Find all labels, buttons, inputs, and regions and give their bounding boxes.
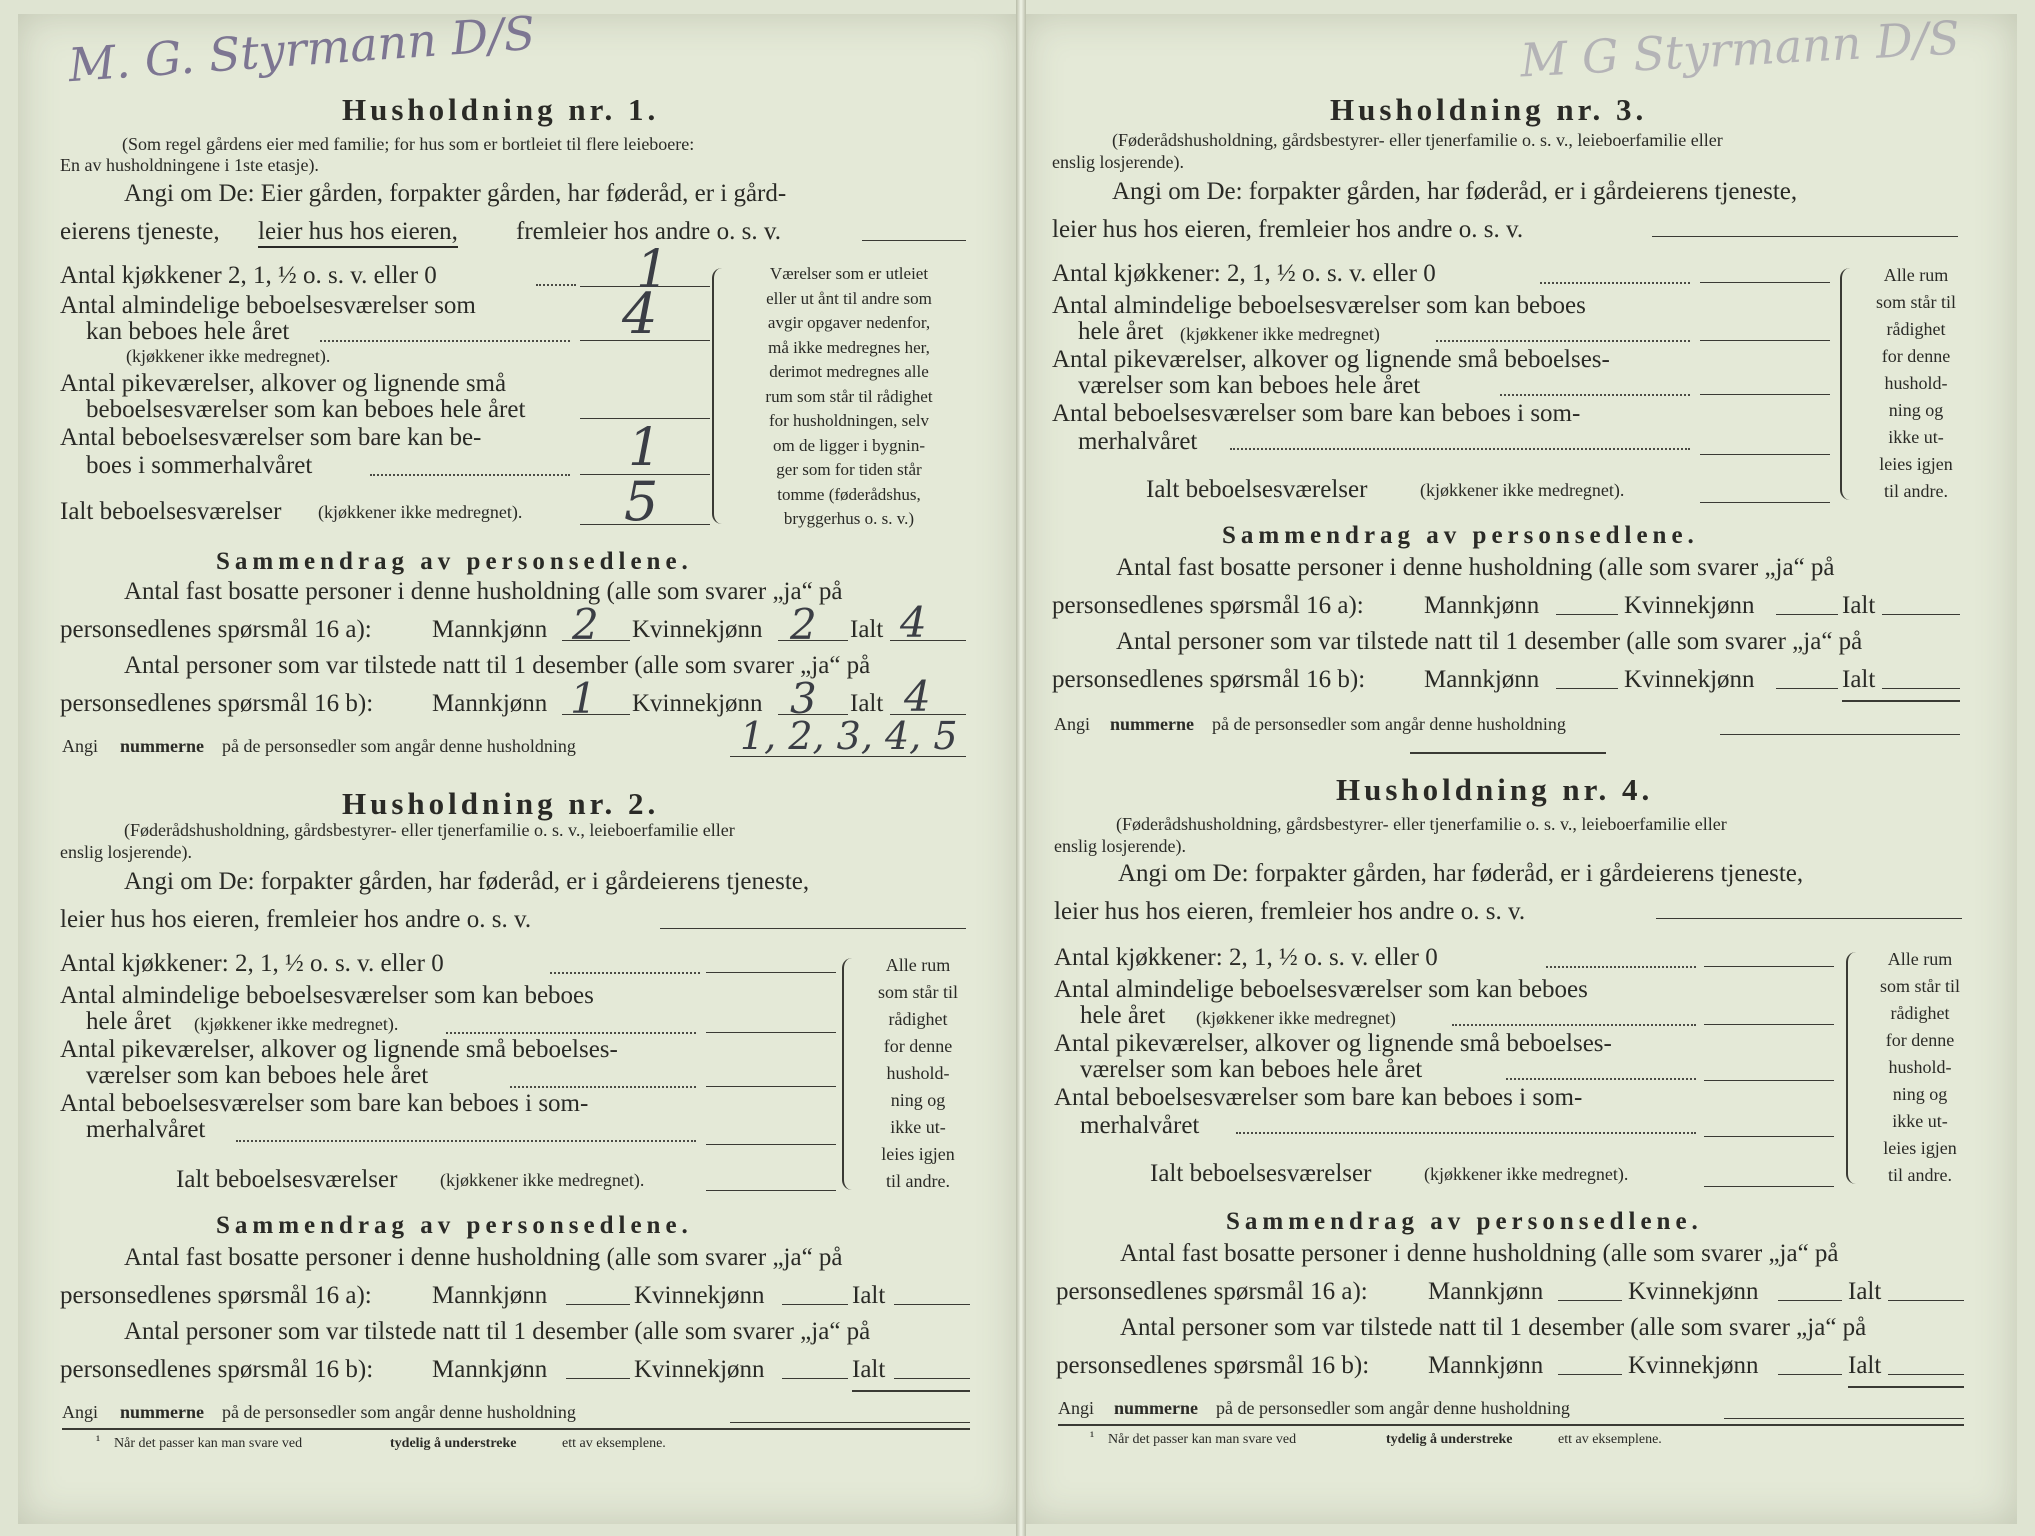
- household-2-side-note-line: leies igjen: [881, 1144, 955, 1164]
- household-3-side-note-line: ning og: [1888, 400, 1944, 420]
- household-4-ialt-note: (kjøkkener ikke medregnet).: [1424, 1164, 1629, 1184]
- household-4-brace: [1846, 952, 1860, 1184]
- household-1-angi-line1: Angi om De: Eier gården, forpakter gården, har føderåd, er i gård-: [124, 180, 787, 207]
- household-4-side-note-line: leies igjen: [1883, 1138, 1957, 1158]
- household-2-kjokken-fill: [706, 972, 836, 973]
- household-3-fast-kvinne-label: Kvinnekjønn: [1624, 592, 1755, 619]
- center-fold: [1016, 0, 1026, 1536]
- household-2-ialt-note: (kjøkkener ikke medregnet).: [440, 1170, 645, 1190]
- household-1-fast-mann-label: Mannkjønn: [432, 616, 548, 643]
- household-2-side-note-line: rådighet: [888, 1009, 948, 1029]
- household-2-tilst-rule: [852, 1390, 970, 1392]
- household-2-tilst-ialt-fill: [894, 1378, 970, 1379]
- household-3-side-note: [1856, 262, 1976, 505]
- household-4-alm-note: (kjøkkener ikke medregnet): [1196, 1008, 1396, 1028]
- household-2-summary-title: Sammendrag av personsedlene.: [216, 1212, 693, 1239]
- household-2-angi-nummer-b: nummerne: [120, 1402, 204, 1422]
- household-1-angi-option-leier: leier hus hos eieren,: [258, 218, 458, 248]
- household-3-tilst-mann-label: Mannkjønn: [1424, 666, 1540, 693]
- household-2-side-note-line: Alle rum: [885, 955, 951, 975]
- household-3-sommer-line1: Antal beboelsesværelser som bare kan beboes i som-: [1052, 400, 1581, 427]
- household-2-ialt-label: Ialt beboelsesværelser: [176, 1166, 398, 1193]
- household-4-angi-nummer-a: Angi: [1058, 1398, 1094, 1418]
- household-1-fast-ialt-label: Ialt: [850, 616, 884, 643]
- household-3-fast-line2: personsedlenes spørsmål 16 a):: [1052, 592, 1364, 619]
- household-3-summary-title: Sammendrag av personsedlene.: [1222, 522, 1699, 549]
- household-4-fast-ialt-fill: [1888, 1300, 1964, 1301]
- household-1-alm-dots: [320, 340, 570, 342]
- household-1-fast-kvinne-label: Kvinnekjønn: [632, 616, 763, 643]
- household-1-title: Husholdning nr. 1.: [342, 92, 660, 127]
- household-3-angi-nummer-b: nummerne: [1110, 714, 1194, 734]
- household-2-kjokken-label: Antal kjøkkener: 2, 1, ½ o. s. v. eller 0: [60, 950, 444, 977]
- household-1-side-note-line: derimot medregnes alle: [769, 362, 929, 381]
- household-1-pike-line2: beboelsesværelser som kan beboes hele året: [86, 396, 526, 423]
- household-4-angi-fill: [1656, 918, 1962, 919]
- household-1-alm-value: 4: [622, 282, 658, 347]
- household-4-title: Husholdning nr. 4.: [1336, 772, 1654, 807]
- household-4-intro-line1: (Føderådshusholdning, gårdsbestyrer- eller tjenerfamilie o. s. v., leieboerfamilie eller: [1116, 814, 1727, 834]
- household-3-tilst-kvinne-fill: [1776, 688, 1838, 689]
- household-4-sommer-fill: [1704, 1136, 1834, 1137]
- household-1-angi-line2a: eierens tjeneste,: [60, 218, 220, 245]
- household-3-alm-dots: [1436, 340, 1690, 342]
- household-2-side-note-line: ning og: [890, 1090, 946, 1110]
- household-2-tilst-mann-fill: [566, 1378, 630, 1379]
- household-1-side-note-line: må ikke medregnes her,: [768, 337, 930, 357]
- household-1-tilst-mann-value: 1: [570, 674, 597, 723]
- household-2-intro-line2: enslig losjerende).: [60, 842, 192, 862]
- household-2-side-note-line: til andre.: [886, 1171, 950, 1191]
- household-1-fast-ialt-value: 4: [900, 598, 927, 647]
- household-4-side-note-line: som står til: [1880, 976, 1960, 996]
- household-1-angi-line2c: fremleier hos andre o. s. v.: [516, 218, 781, 245]
- household-1-fast-mann-value: 2: [572, 600, 599, 649]
- household-3-intro-line2: enslig losjerende).: [1052, 152, 1184, 172]
- household-1-tilst-mann-label: Mannkjønn: [432, 690, 548, 717]
- household-2-kjokken-dots: [550, 972, 700, 974]
- household-1-side-note: [724, 262, 974, 532]
- household-4-sommer-line1: Antal beboelsesværelser som bare kan beboes i som-: [1054, 1084, 1583, 1111]
- household-3-kjokken-label: Antal kjøkkener: 2, 1, ½ o. s. v. eller 0: [1052, 260, 1436, 287]
- household-2-tilst-line1: Antal personer som var tilstede natt til 1 desember (alle som svarer „ja“ på: [124, 1318, 871, 1345]
- household-3-sommer-fill: [1700, 454, 1830, 455]
- household-1-tilst-line2: personsedlenes spørsmål 16 b):: [60, 690, 374, 717]
- household-2-alm-line2: hele året: [86, 1008, 172, 1035]
- household-2-footnote-c: ett av eksemplene.: [562, 1436, 666, 1451]
- household-4-side-note-line: til andre.: [1888, 1165, 1952, 1185]
- household-4-side-note-line: hushold-: [1888, 1057, 1952, 1077]
- household-2-angi-nummer-fill: [730, 1422, 970, 1423]
- household-4-fast-line1: Antal fast bosatte personer i denne husholdning (alle som svarer „ja“ på: [1120, 1240, 1839, 1267]
- household-1-summary-title: Sammendrag av personsedlene.: [216, 548, 693, 575]
- household-1-alm-line1: Antal almindelige beboelsesværelser som: [60, 292, 476, 319]
- household-3-ialt-fill: [1700, 502, 1830, 503]
- household-4-fast-line2: personsedlenes spørsmål 16 a):: [1056, 1278, 1368, 1305]
- household-2-title: Husholdning nr. 2.: [342, 786, 660, 821]
- household-3-pike-dots: [1500, 394, 1690, 396]
- household-2-alm-note: (kjøkkener ikke medregnet).: [194, 1014, 399, 1034]
- household-2-side-note-line: ikke ut-: [890, 1117, 946, 1137]
- household-3-pike-line1: Antal pikeværelser, alkover og lignende små beboelses-: [1052, 346, 1610, 373]
- household-4-pike-fill: [1704, 1080, 1834, 1081]
- household-3-alm-note: (kjøkkener ikke medregnet): [1180, 324, 1380, 344]
- household-4-angi-nummer-c: på de personsedler som angår denne husholdning: [1216, 1398, 1570, 1418]
- household-2-alm-line1: Antal almindelige beboelsesværelser som kan beboes: [60, 982, 594, 1009]
- household-1-tilst-ialt-value: 4: [904, 672, 931, 721]
- household-2-tilst-kvinne-label: Kvinnekjønn: [634, 1356, 765, 1383]
- household-4-fast-ialt-label: Ialt: [1848, 1278, 1882, 1305]
- household-2-bottom-rule: [62, 1428, 970, 1430]
- household-3-separator: [1410, 752, 1606, 754]
- household-1-angi-fill: [862, 240, 966, 241]
- household-4-bottom-rule: [1058, 1424, 1964, 1426]
- household-1-ialt-note: (kjøkkener ikke medregnet).: [318, 502, 523, 522]
- household-3-angi-fill: [1652, 236, 1958, 237]
- household-1-sommer-value: 1: [628, 418, 662, 478]
- household-4-angi-line2: leier hus hos eieren, fremleier hos andre o. s. v.: [1054, 898, 1526, 925]
- household-2-fast-mann-label: Mannkjønn: [432, 1282, 548, 1309]
- household-2-angi-line1: Angi om De: forpakter gården, har føderåd, er i gårdeierens tjeneste,: [124, 868, 810, 895]
- household-2-side-note-line: hushold-: [886, 1063, 950, 1083]
- household-2-intro-line1: (Føderådshusholdning, gårdsbestyrer- eller tjenerfamilie o. s. v., leieboerfamilie eller: [124, 820, 735, 840]
- household-2-alm-fill: [706, 1032, 836, 1033]
- household-2-angi-line2: leier hus hos eieren, fremleier hos andre o. s. v.: [60, 906, 532, 933]
- household-2-angi-nummer-a: Angi: [62, 1402, 98, 1422]
- household-3-kjokken-fill: [1700, 282, 1830, 283]
- household-4-summary-title: Sammendrag av personsedlene.: [1226, 1208, 1703, 1235]
- household-3-angi-line2: leier hus hos eieren, fremleier hos andre o. s. v.: [1052, 216, 1524, 243]
- household-4-angi-line1: Angi om De: forpakter gården, har føderåd, er i gårdeierens tjeneste,: [1118, 860, 1804, 887]
- household-1-ialt-label: Ialt beboelsesværelser: [60, 498, 282, 525]
- household-3-alm-line1: Antal almindelige beboelsesværelser som kan beboes: [1052, 292, 1586, 319]
- pencil-annotation-right: M G Styrmann D/S: [1518, 10, 1961, 88]
- household-4-tilst-mann-label: Mannkjønn: [1428, 1352, 1544, 1379]
- household-2-sommer-fill: [706, 1144, 836, 1145]
- household-2-tilst-line2: personsedlenes spørsmål 16 b):: [60, 1356, 374, 1383]
- household-4-tilst-ialt-label: Ialt: [1848, 1352, 1882, 1379]
- household-1-pike-line1: Antal pikeværelser, alkover og lignende små: [60, 370, 507, 397]
- household-3-tilst-kvinne-label: Kvinnekjønn: [1624, 666, 1755, 693]
- household-4-intro-line2: enslig losjerende).: [1054, 836, 1186, 856]
- household-2-angi-nummer-c: på de personsedler som angår denne husholdning: [222, 1402, 576, 1422]
- household-3-pike-fill: [1700, 394, 1830, 395]
- household-3-pike-line2: værelser som kan beboes hele året: [1078, 372, 1421, 399]
- household-2-fast-mann-fill: [566, 1304, 630, 1305]
- household-1-intro-line2: En av husholdningene i 1ste etasje).: [60, 155, 319, 175]
- household-4-fast-mann-fill: [1558, 1300, 1622, 1301]
- household-1-fast-line1: Antal fast bosatte personer i denne husholdning (alle som svarer „ja“ på: [124, 578, 843, 605]
- household-4-side-note-line: ikke ut-: [1892, 1111, 1948, 1131]
- household-1-sommer-line1: Antal beboelsesværelser som bare kan be-: [60, 424, 482, 451]
- household-4-ialt-fill: [1704, 1186, 1834, 1187]
- household-4-alm-dots: [1452, 1024, 1696, 1026]
- household-3-side-note-line: som står til: [1876, 292, 1956, 312]
- household-3-angi-nummer-a: Angi: [1054, 714, 1090, 734]
- household-2-footnote-b: tydelig å understreke: [390, 1436, 517, 1451]
- household-4-side-note: [1860, 946, 1980, 1189]
- household-1-angi-nummer-a: Angi: [62, 736, 98, 756]
- household-4-ialt-label: Ialt beboelsesværelser: [1150, 1160, 1372, 1187]
- household-2-fast-ialt-label: Ialt: [852, 1282, 886, 1309]
- household-2-pike-line1: Antal pikeværelser, alkover og lignende små beboelses-: [60, 1036, 618, 1063]
- household-4-fast-mann-label: Mannkjønn: [1428, 1278, 1544, 1305]
- household-4-footnote-marker: ¹: [1090, 1430, 1095, 1445]
- household-1-tilst-ialt-label: Ialt: [850, 690, 884, 717]
- household-3-tilst-ialt-fill: [1882, 688, 1960, 689]
- household-3-fast-line1: Antal fast bosatte personer i denne husholdning (alle som svarer „ja“ på: [1116, 554, 1835, 581]
- household-3-tilst-mann-fill: [1556, 688, 1618, 689]
- household-3-brace: [1840, 268, 1854, 500]
- household-4-footnote-a: Når det passer kan man svare ved: [1108, 1432, 1297, 1447]
- household-2-fast-kvinne-fill: [782, 1304, 848, 1305]
- household-4-tilst-kvinne-fill: [1778, 1374, 1842, 1375]
- household-3-tilst-line1: Antal personer som var tilstede natt til 1 desember (alle som svarer „ja“ på: [1116, 628, 1863, 655]
- household-1-kjokken-dots: [536, 284, 576, 286]
- household-1-tilst-kvinne-label: Kvinnekjønn: [632, 690, 763, 717]
- household-2-brace: [842, 958, 856, 1190]
- household-2-sommer-line2: merhalvåret: [86, 1116, 206, 1143]
- household-4-side-note-line: Alle rum: [1887, 949, 1953, 969]
- household-3-sommer-line2: merhalvåret: [1078, 428, 1198, 455]
- household-4-tilst-rule: [1848, 1386, 1964, 1388]
- household-3-alm-line2: hele året: [1078, 318, 1164, 345]
- household-4-angi-nummer-fill: [1724, 1418, 1964, 1419]
- household-1-side-note-line: rum som står til rådighet: [765, 386, 933, 406]
- household-4-sommer-dots: [1236, 1132, 1696, 1134]
- household-2-ialt-fill: [706, 1190, 836, 1191]
- household-3-angi-line1: Angi om De: forpakter gården, har føderåd, er i gårdeierens tjeneste,: [1112, 178, 1798, 205]
- household-4-footnote-c: ett av eksemplene.: [1558, 1432, 1662, 1447]
- household-4-alm-line2: hele året: [1080, 1002, 1166, 1029]
- household-3-side-note-line: ikke ut-: [1888, 427, 1944, 447]
- household-1-fast-kvinne-value: 2: [790, 600, 817, 649]
- household-1-sommer-dots: [370, 474, 570, 476]
- household-4-kjokken-fill: [1704, 966, 1834, 967]
- household-4-fast-kvinne-label: Kvinnekjønn: [1628, 1278, 1759, 1305]
- household-4-footnote-b: tydelig å understreke: [1386, 1432, 1513, 1447]
- household-2-footnote-a: Når det passer kan man svare ved: [114, 1436, 303, 1451]
- household-1-angi-nummer-b: nummerne: [120, 736, 204, 756]
- household-3-ialt-label: Ialt beboelsesværelser: [1146, 476, 1368, 503]
- household-1-side-note-line: om de ligger i bygnin-: [772, 435, 926, 455]
- household-3-fast-mann-fill: [1556, 614, 1618, 615]
- household-4-kjokken-dots: [1546, 966, 1696, 968]
- household-4-side-note-line: rådighet: [1890, 1003, 1950, 1023]
- household-3-fast-mann-label: Mannkjønn: [1424, 592, 1540, 619]
- household-2-fast-line2: personsedlenes spørsmål 16 a):: [60, 1282, 372, 1309]
- household-3-title: Husholdning nr. 3.: [1330, 92, 1648, 127]
- household-1-alm-line2: kan beboes hele året: [86, 318, 290, 345]
- household-1-side-note-line: tomme (føderådshus,: [777, 484, 921, 504]
- household-3-side-note-line: for denne: [1881, 346, 1951, 366]
- household-2-side-note: [858, 952, 978, 1195]
- household-1-fast-line2: personsedlenes spørsmål 16 a):: [60, 616, 372, 643]
- household-1-nummer-value: 1, 2, 3, 4, 5: [740, 714, 958, 758]
- household-4-sommer-line2: merhalvåret: [1080, 1112, 1200, 1139]
- household-2-side-note-line: for denne: [883, 1036, 953, 1056]
- household-4-tilst-line2: personsedlenes spørsmål 16 b):: [1056, 1352, 1370, 1379]
- household-3-side-note-line: leies igjen: [1879, 454, 1953, 474]
- household-3-alm-fill: [1700, 340, 1830, 341]
- household-3-side-note-line: til andre.: [1884, 481, 1948, 501]
- household-3-side-note-line: Alle rum: [1883, 265, 1949, 285]
- household-1-side-note-line: eller ut ånt til andre som: [766, 288, 932, 308]
- household-2-pike-line2: værelser som kan beboes hele året: [86, 1062, 429, 1089]
- household-3-angi-nummer-c: på de personsedler som angår denne husholdning: [1212, 714, 1566, 734]
- household-3-kjokken-dots: [1540, 282, 1690, 284]
- household-3-fast-ialt-fill: [1882, 614, 1960, 615]
- household-4-tilst-ialt-fill: [1888, 1374, 1964, 1375]
- household-2-footnote-marker: ¹: [96, 1434, 101, 1449]
- household-4-alm-fill: [1704, 1024, 1834, 1025]
- household-1-tilst-kvinne-value: 3: [790, 674, 817, 723]
- household-1-tilst-line1: Antal personer som var tilstede natt til 1 desember (alle som svarer „ja“ på: [124, 652, 871, 679]
- household-4-angi-nummer-b: nummerne: [1114, 1398, 1198, 1418]
- household-3-side-note-line: hushold-: [1884, 373, 1948, 393]
- household-4-fast-kvinne-fill: [1778, 1300, 1842, 1301]
- household-4-side-note-line: ning og: [1892, 1084, 1948, 1104]
- household-3-angi-nummer-fill: [1720, 734, 1960, 735]
- household-1-side-note-line: Værelser som er utleiet: [769, 264, 929, 283]
- household-2-alm-dots: [446, 1032, 696, 1034]
- household-2-fast-ialt-fill: [894, 1304, 970, 1305]
- household-3-ialt-note: (kjøkkener ikke medregnet).: [1420, 480, 1625, 500]
- household-3-tilst-rule: [1842, 700, 1960, 702]
- household-1-side-note-line: for husholdningen, selv: [768, 411, 930, 430]
- household-4-tilst-kvinne-label: Kvinnekjønn: [1628, 1352, 1759, 1379]
- household-2-tilst-ialt-label: Ialt: [852, 1356, 886, 1383]
- household-2-pike-dots: [510, 1086, 696, 1088]
- household-1-angi-nummer-c: på de personsedler som angår denne husholdning: [222, 736, 576, 756]
- household-2-pike-fill: [706, 1086, 836, 1087]
- household-2-fast-kvinne-label: Kvinnekjønn: [634, 1282, 765, 1309]
- household-4-kjokken-label: Antal kjøkkener: 2, 1, ½ o. s. v. eller 0: [1054, 944, 1438, 971]
- household-4-side-note-line: for denne: [1885, 1030, 1955, 1050]
- household-3-intro-line1: (Føderådshusholdning, gårdsbestyrer- eller tjenerfamilie o. s. v., leieboerfamilie eller: [1112, 130, 1723, 150]
- household-2-tilst-kvinne-fill: [782, 1378, 848, 1379]
- household-3-fast-kvinne-fill: [1776, 614, 1838, 615]
- household-4-tilst-mann-fill: [1558, 1374, 1622, 1375]
- household-4-alm-line1: Antal almindelige beboelsesværelser som kan beboes: [1054, 976, 1588, 1003]
- household-2-fast-line1: Antal fast bosatte personer i denne husholdning (alle som svarer „ja“ på: [124, 1244, 843, 1271]
- household-1-side-note-line: ger som for tiden står: [776, 460, 922, 479]
- household-1-kjokken-value: 1: [636, 240, 670, 300]
- household-3-tilst-line2: personsedlenes spørsmål 16 b):: [1052, 666, 1366, 693]
- household-1-ialt-value: 5: [624, 470, 659, 533]
- household-1-side-note-line: avgir opgaver nedenfor,: [767, 313, 931, 332]
- household-3-fast-ialt-label: Ialt: [1842, 592, 1876, 619]
- household-4-pike-dots: [1506, 1078, 1696, 1080]
- household-1-kjokken-label: Antal kjøkkener 2, 1, ½ o. s. v. eller 0: [60, 262, 437, 289]
- household-4-pike-line1: Antal pikeværelser, alkover og lignende små beboelses-: [1054, 1030, 1612, 1057]
- household-1-side-note-line: bryggerhus o. s. v.): [783, 509, 915, 528]
- household-3-tilst-ialt-label: Ialt: [1842, 666, 1876, 693]
- household-2-sommer-line1: Antal beboelsesværelser som bare kan beboes i som-: [60, 1090, 589, 1117]
- pencil-annotation-left: M. G. Styrmann D/S: [66, 5, 537, 93]
- household-4-tilst-line1: Antal personer som var tilstede natt til 1 desember (alle som svarer „ja“ på: [1120, 1314, 1867, 1341]
- household-3-sommer-dots: [1230, 448, 1690, 450]
- household-1-sommer-line2: boes i sommerhalvåret: [86, 452, 313, 479]
- household-2-sommer-dots: [236, 1140, 696, 1142]
- household-2-tilst-mann-label: Mannkjønn: [432, 1356, 548, 1383]
- household-4-pike-line2: værelser som kan beboes hele året: [1080, 1056, 1423, 1083]
- household-1-intro-line1: (Som regel gårdens eier med familie; for hus som er bortleiet til flere leieboere:: [122, 134, 695, 154]
- household-3-side-note-line: rådighet: [1886, 319, 1946, 339]
- household-2-side-note-line: som står til: [878, 982, 958, 1002]
- household-2-angi-fill: [660, 928, 966, 929]
- household-1-alm-note: (kjøkkener ikke medregnet).: [126, 346, 331, 366]
